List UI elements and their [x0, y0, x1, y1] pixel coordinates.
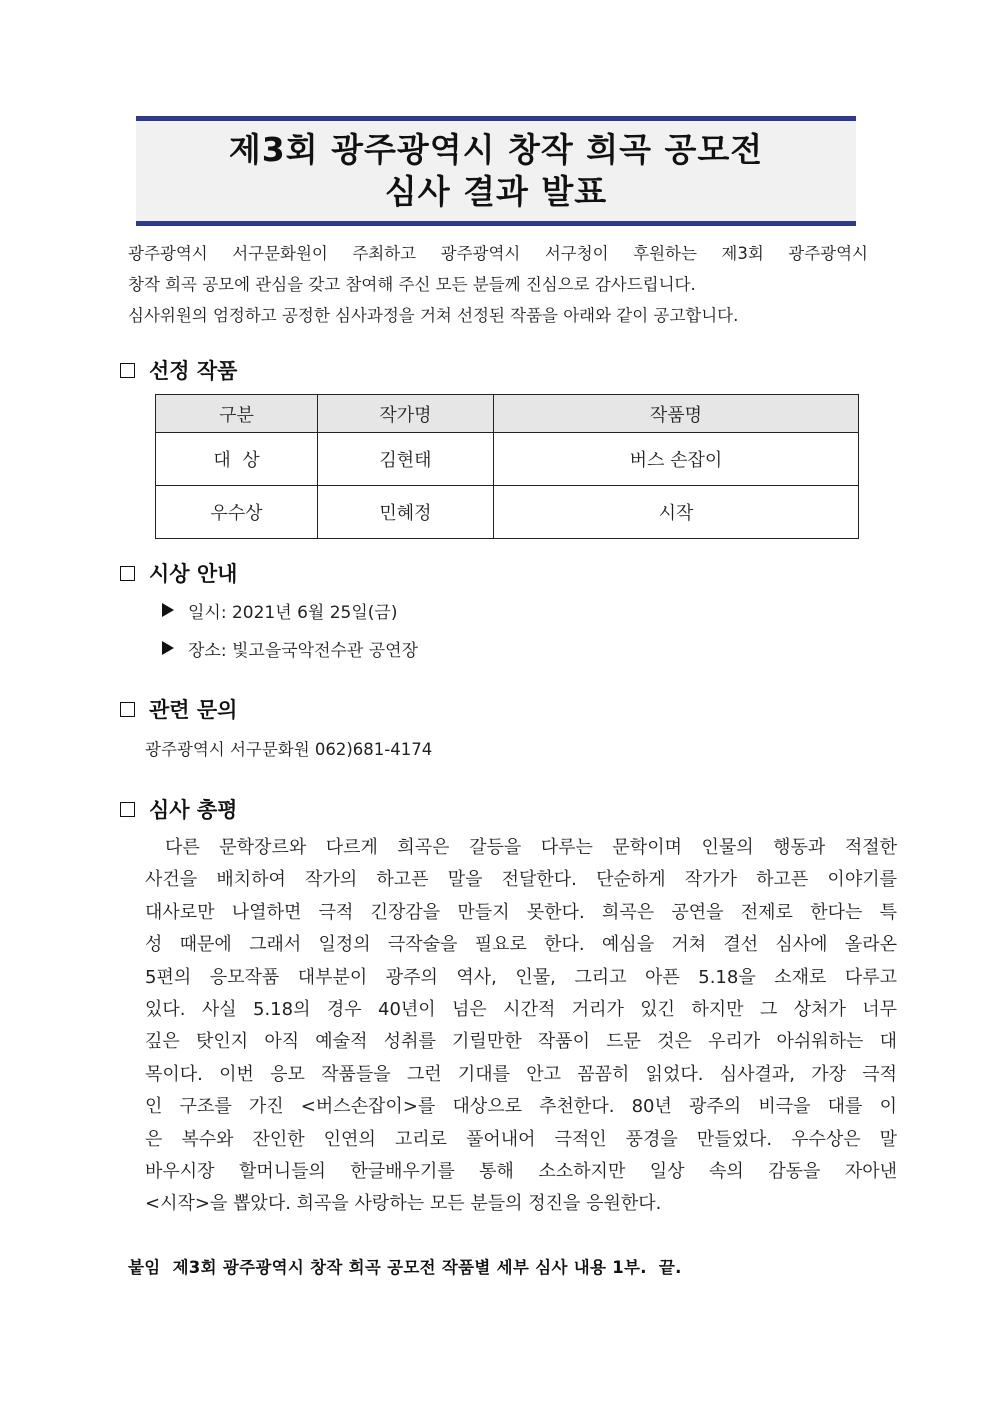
review-line: 다른 문학장르와 다르게 희곡은 갈등을 다루는 문학이며 인물의 행동과 적절한	[165, 837, 897, 858]
table-header-cell: 구분	[156, 395, 318, 433]
section-heading-selected	[120, 355, 237, 385]
section-heading-label: 관련 문의	[149, 698, 238, 722]
review-paragraph	[145, 832, 897, 1221]
list-item-text: 장소: 빛고을국악전수관 공연장	[188, 640, 419, 661]
review-line: 바우시장 할머니들의 한글배우기를 통해 소소하지만 일상 속의 감동을 자아낸	[145, 1161, 897, 1183]
review-line: 은 복수와 잔인한 인연의 고리로 풀어내어 극적인 풍경을 만들었다. 우수상은 말	[145, 1128, 897, 1150]
table-header-cell: 작가명	[318, 395, 494, 433]
title-line-1: 제3회 광주광역시 창작 희곡 공모전	[228, 130, 764, 169]
table-cell: 시작	[494, 486, 859, 539]
intro-line: 심사위원의 엄정하고 공정한 심사과정을 거쳐 선정된 작품을 아래와 같이 공고합니다.	[128, 306, 739, 325]
review-line: 성 때문에 그래서 일정의 극작술을 필요로 한다. 예심을 거쳐 결선 심사에 올라온	[145, 934, 897, 956]
list-item	[162, 629, 418, 667]
intro-line: 창작 희곡 공모에 관심을 갖고 참여해 주신 모든 분들께 진심으로 감사드립니다.	[128, 275, 696, 294]
list-item	[162, 591, 418, 629]
ceremony-list	[162, 591, 418, 667]
attachment-footer: 붙임 제3회 광주광역시 창작 희곡 공모전 작품별 세부 심사 내용 1부. 끝.	[128, 1258, 682, 1277]
section-heading-ceremony	[120, 558, 237, 588]
section-heading-label: 심사 총평	[149, 798, 238, 822]
table-row	[156, 486, 859, 539]
table-header-cell: 작품명	[494, 395, 859, 433]
review-line: 목이다. 이번 응모 작품들을 그런 기대를 안고 꼼꼼히 읽었다. 심사결과, 가장 극적	[145, 1063, 897, 1085]
intro-line: 광주광역시 서구문화원이 주최하고 광주광역시 서구청이 후원하는 제3회 광주광역시	[128, 244, 868, 263]
table-cell: 버스 손잡이	[494, 433, 859, 486]
review-line: 있다. 사실 5.18의 경우 40년이 넘은 시간적 거리가 있긴 하지만 그 상처가 너무	[145, 999, 897, 1021]
review-line: 깊은 탓인지 아직 예술적 성취를 기릴만한 작품이 드문 것은 우리가 아쉬워하는 대	[145, 1031, 897, 1053]
section-heading-inquiry	[120, 694, 237, 724]
checkbox-square-icon	[120, 802, 135, 817]
table-cell: 민혜정	[318, 486, 494, 539]
review-line: 사건을 배치하여 작가의 하고픈 말을 전달한다. 단순하게 작가가 하고픈 이야기를	[145, 869, 897, 891]
triangle-bullet-icon	[162, 603, 174, 617]
table-cell: 김현태	[318, 433, 494, 486]
table-row	[156, 433, 859, 486]
section-heading-label: 시상 안내	[149, 562, 238, 586]
checkbox-square-icon	[120, 363, 135, 378]
list-item-text: 일시: 2021년 6월 25일(금)	[188, 602, 398, 623]
checkbox-square-icon	[120, 566, 135, 581]
section-heading-label: 선정 작품	[149, 359, 238, 383]
table-header-row	[156, 395, 859, 433]
section-heading-review	[120, 794, 237, 824]
review-line: <시작>을 뽑았다. 희곡을 사랑하는 모든 분들의 정진을 응원한다.	[145, 1193, 662, 1215]
table-cell: 우수상	[156, 486, 318, 539]
contact-info: 광주광역시 서구문화원 062)681-4174	[145, 740, 433, 759]
review-line: 5편의 응모작품 대부분이 광주의 역사, 인물, 그리고 아픈 5.18을 소재로 다루고	[145, 966, 897, 988]
table-cell: 대 상	[156, 433, 318, 486]
intro-paragraph	[128, 238, 868, 331]
review-line: 대사로만 나열하면 극적 긴장감을 만들지 못한다. 희곡은 공연을 전제로 한다는 특	[145, 901, 897, 923]
document-title-box	[136, 116, 856, 226]
triangle-bullet-icon	[162, 641, 174, 655]
selected-works-table	[155, 394, 859, 539]
title-line-2: 심사 결과 발표	[384, 172, 608, 211]
checkbox-square-icon	[120, 702, 135, 717]
review-line: 인 구조를 가진 <버스손잡이>를 대상으로 추천한다. 80년 광주의 비극을 대를 이	[145, 1096, 897, 1118]
